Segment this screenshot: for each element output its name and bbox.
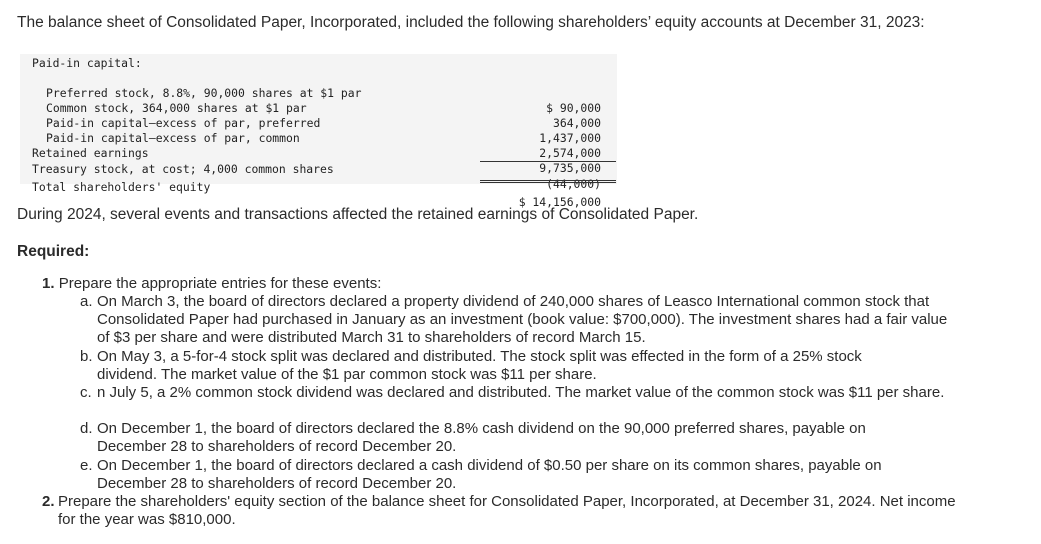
event-letter: c. (80, 384, 92, 401)
intro-text: The balance sheet of Consolidated Paper, Incorporated, included the following shareholders’ equity accounts at December 31, 2023: (17, 14, 925, 31)
event-a-text: On March 3, the board of directors declared a property dividend of 240,000 shares of Leasco International common stock that Consolidated Paper had purchased in January as an investment (book value: $700,000). The investment shares had a fair value of $3 per share and were distributed March 31 to shareholders of record March 15. (97, 293, 948, 346)
total-label: Total shareholders' equity (32, 180, 211, 194)
task-number: 1. (42, 275, 55, 292)
required-heading: Required: (17, 243, 90, 260)
row-label: Paid-in capital—excess of par, preferred (46, 116, 321, 130)
event-d-text: On December 1, the board of directors declared the 8.8% cash dividend on the 90,000 preferred shares, payable on December 28 to shareholders of record December 20. (97, 420, 866, 455)
event-c-text: n July 5, a 2% common stock dividend was declared and distributed. The market value of the common stock was $11 per share. (97, 384, 945, 401)
event-b-text: On May 3, a 5-for-4 stock split was declared and distributed. The stock split was effected in the form of a 25% stock dividend. The market value of the $1 par common stock was $11 per share. (97, 348, 862, 383)
task-text: Prepare the appropriate entries for these events: (58, 275, 382, 292)
row-amount: (44,000) (546, 177, 601, 191)
event-e-text: On December 1, the board of directors declared a cash dividend of $0.50 per share on its common shares, payable on December 28 to shareholders of record December 20. (97, 457, 882, 492)
events-intro: During 2024, several events and transactions affected the retained earnings of Consolidated Paper. (17, 206, 699, 223)
row-label: Retained earnings (32, 146, 149, 160)
row-amount: 364,000 (552, 116, 601, 130)
row-label: Common stock, 364,000 shares at $1 par (46, 101, 307, 115)
row-label: Preferred stock, 8.8%, 90,000 shares at $1 par (46, 86, 362, 100)
equity-table (20, 54, 617, 209)
total-amount: $ 14,156,000 (518, 195, 601, 209)
event-letter: d. (80, 420, 93, 437)
row-label: Treasury stock, at cost; 4,000 common shares (32, 162, 334, 176)
task-2-text: Prepare the shareholders' equity section of the balance sheet for Consolidated Paper, Incorporated, at December 31, 2024. Net income for the year was $810,000. (58, 493, 956, 528)
row-amount: 9,735,000 (539, 161, 601, 175)
total-double-rule (480, 180, 616, 183)
event-letter: b. (80, 348, 93, 365)
task-1 (42, 275, 1002, 293)
event-letter: a. (80, 293, 93, 310)
row-amount: $ 90,000 (546, 101, 601, 115)
row-amount: 1,437,000 (539, 131, 601, 145)
row-amount: 2,574,000 (539, 146, 601, 160)
row-label: Paid-in capital—excess of par, common (46, 131, 300, 145)
task-number: 2. (42, 493, 55, 510)
subtotal-rule (480, 161, 616, 162)
event-letter: e. (80, 457, 93, 474)
table-heading: Paid-in capital: (32, 56, 142, 70)
